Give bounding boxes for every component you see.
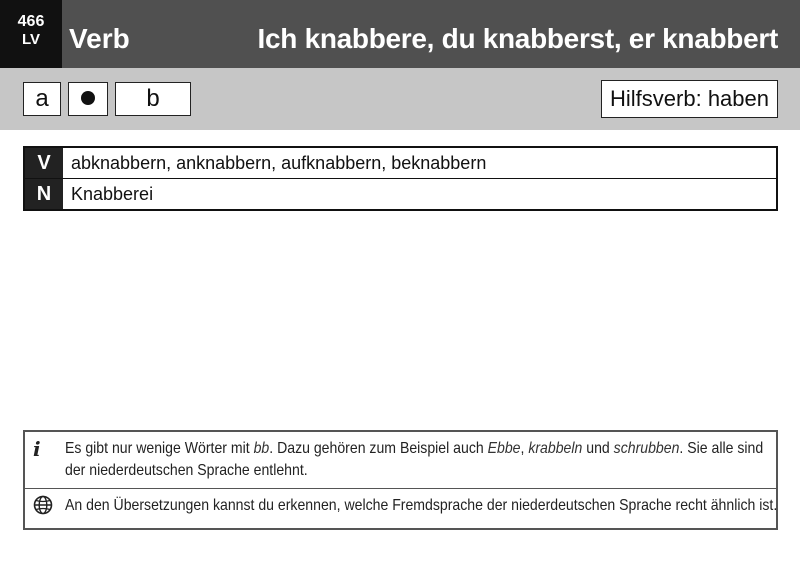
entry-number: 466 — [17, 13, 45, 30]
auxiliary-verb: Hilfsverb: haben — [601, 80, 778, 118]
globe-icon — [31, 495, 65, 522]
derivation-text: Knabberei — [71, 184, 154, 204]
info-icon: i — [33, 437, 41, 461]
derivation-row-verbs — [25, 148, 776, 178]
conjugation: Ich knabbere, du knabberst, er knabbert — [257, 23, 778, 54]
entry-number-badge — [0, 0, 62, 68]
note-info — [25, 432, 776, 488]
derivation-row-nouns — [25, 178, 776, 209]
syllable-first: a — [23, 82, 61, 116]
note-info-text: Es gibt nur wenige Wörter mit bb. Dazu gehören zum Beispiel auch Ebbe, krabbeln und schrubben. Sie alle sind der niederdeutschen Sprache entlehnt. — [65, 440, 764, 479]
derivation-tag: N — [25, 179, 63, 209]
syllable-second: b — [115, 82, 191, 116]
syllable-separator — [68, 82, 108, 116]
header-bar — [0, 0, 800, 68]
word-type: Verb — [69, 23, 130, 54]
black-dot-icon — [81, 91, 95, 105]
notes-box — [23, 430, 778, 530]
derivation-tag: V — [25, 148, 63, 178]
derivations-table — [23, 146, 778, 211]
derivation-text: abknabbern, anknabbern, aufknabbern, beknabbern — [71, 153, 487, 173]
note-language-text: An den Übersetzungen kannst du erkennen, welche Fremdsprache der niederdeutschen Sprache recht ähnlich ist. — [65, 497, 778, 514]
note-language — [25, 488, 776, 528]
entry-level: LV — [21, 31, 41, 48]
